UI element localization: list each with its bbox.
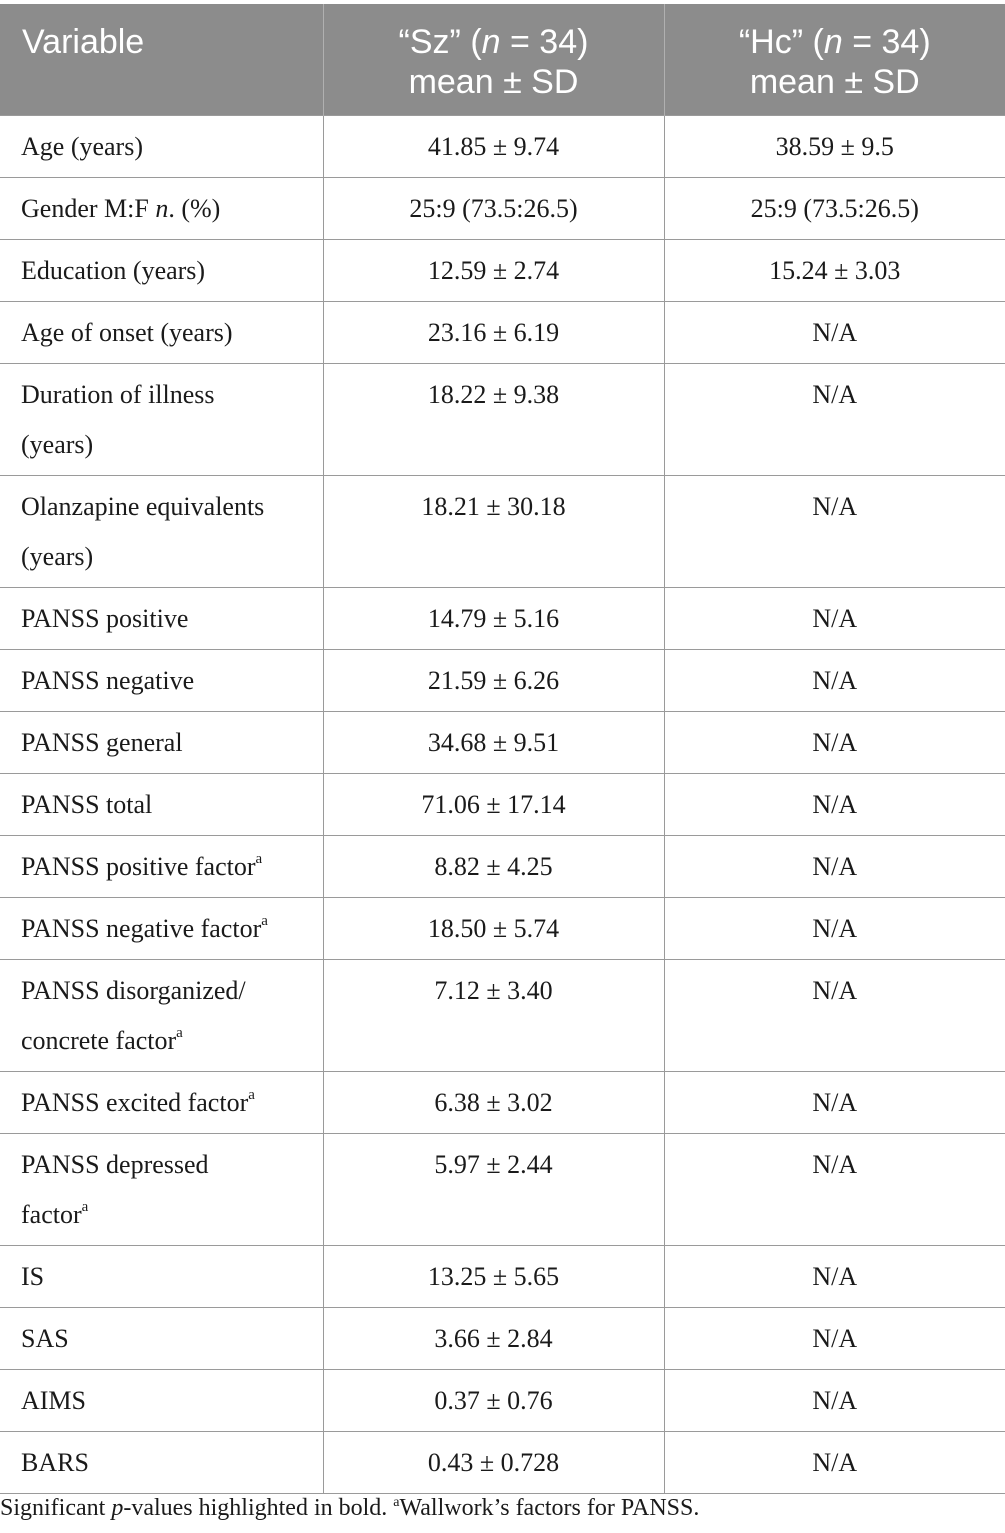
hc-value-cell: N/A [664,1431,1005,1493]
table-footnote: Significant p-values highlighted in bold. $^a$Wallwork’s factors for PANSS. [0,1495,700,1521]
sz-value-cell: 0.43 ± 0.728 [323,1431,664,1493]
table-header-row [0,4,1005,115]
variable-cell: PANSS general [0,711,323,773]
variable-cell: Olanzapine equivalents (years) [0,475,323,587]
table-row [0,835,1005,897]
variable-cell: PANSS positive factor$^a$ [0,835,323,897]
table-row [0,711,1005,773]
table-row [0,1133,1005,1245]
sz-value-cell: 21.59 ± 6.26 [323,649,664,711]
hc-value-cell: N/A [664,711,1005,773]
table-row [0,301,1005,363]
sz-value-cell: 23.16 ± 6.19 [323,301,664,363]
sz-value-cell: 18.50 ± 5.74 [323,897,664,959]
table-row [0,773,1005,835]
sz-value-cell: 13.25 ± 5.65 [323,1245,664,1307]
variable-cell: PANSS excited factor$^a$ [0,1071,323,1133]
table-row [0,1245,1005,1307]
variable-cell: SAS [0,1307,323,1369]
table-row [0,239,1005,301]
sz-value-cell: 34.68 ± 9.51 [323,711,664,773]
demographics-table-container [0,4,1005,1494]
sz-value-cell: 25:9 (73.5:26.5) [323,177,664,239]
variable-cell: PANSS negative factor$^a$ [0,897,323,959]
variable-cell: IS [0,1245,323,1307]
sz-value-cell: 18.22 ± 9.38 [323,363,664,475]
table-row [0,363,1005,475]
hc-value-cell: N/A [664,1245,1005,1307]
sz-value-cell: 7.12 ± 3.40 [323,959,664,1071]
sz-value-cell: 71.06 ± 17.14 [323,773,664,835]
hc-value-cell: N/A [664,649,1005,711]
hc-value-cell: N/A [664,1307,1005,1369]
sz-value-cell: 12.59 ± 2.74 [323,239,664,301]
hc-value-cell: N/A [664,587,1005,649]
demographics-table [0,4,1005,1494]
variable-cell: PANSS negative [0,649,323,711]
hc-value-cell: N/A [664,897,1005,959]
variable-cell: PANSS positive [0,587,323,649]
variable-cell: AIMS [0,1369,323,1431]
table-row [0,1071,1005,1133]
variable-cell: BARS [0,1431,323,1493]
table-row [0,897,1005,959]
sz-value-cell: 3.66 ± 2.84 [323,1307,664,1369]
sz-value-cell: 6.38 ± 3.02 [323,1071,664,1133]
hc-value-cell: 15.24 ± 3.03 [664,239,1005,301]
table-row [0,1431,1005,1493]
hc-value-cell: N/A [664,1071,1005,1133]
variable-cell: Education (years) [0,239,323,301]
table-row [0,177,1005,239]
table-row [0,649,1005,711]
sz-value-cell: 41.85 ± 9.74 [323,115,664,177]
sz-value-cell: 18.21 ± 30.18 [323,475,664,587]
hc-value-cell: N/A [664,1133,1005,1245]
hc-value-cell: N/A [664,363,1005,475]
table-row [0,475,1005,587]
sz-value-cell: 14.79 ± 5.16 [323,587,664,649]
variable-cell: PANSS disorganized/ concrete factor$^a$ [0,959,323,1071]
hc-value-cell: 38.59 ± 9.5 [664,115,1005,177]
variable-cell: Duration of illness (years) [0,363,323,475]
sz-value-cell: 0.37 ± 0.76 [323,1369,664,1431]
header-variable: Variable [0,4,323,115]
variable-cell: Gender M:F n. (%) [0,177,323,239]
table-row [0,115,1005,177]
hc-value-cell: 25:9 (73.5:26.5) [664,177,1005,239]
variable-cell: PANSS total [0,773,323,835]
hc-value-cell: N/A [664,301,1005,363]
variable-cell: PANSS depressed factor$^a$ [0,1133,323,1245]
header-sz: “Sz” (n = 34) mean ± SD [323,4,664,115]
table-row [0,959,1005,1071]
sz-value-cell: 8.82 ± 4.25 [323,835,664,897]
hc-value-cell: N/A [664,959,1005,1071]
hc-value-cell: N/A [664,1369,1005,1431]
variable-cell: Age (years) [0,115,323,177]
hc-value-cell: N/A [664,475,1005,587]
sz-value-cell: 5.97 ± 2.44 [323,1133,664,1245]
table-row [0,1307,1005,1369]
variable-cell: Age of onset (years) [0,301,323,363]
hc-value-cell: N/A [664,773,1005,835]
table-row [0,587,1005,649]
table-row [0,1369,1005,1431]
hc-value-cell: N/A [664,835,1005,897]
header-hc: “Hc” (n = 34) mean ± SD [664,4,1005,115]
